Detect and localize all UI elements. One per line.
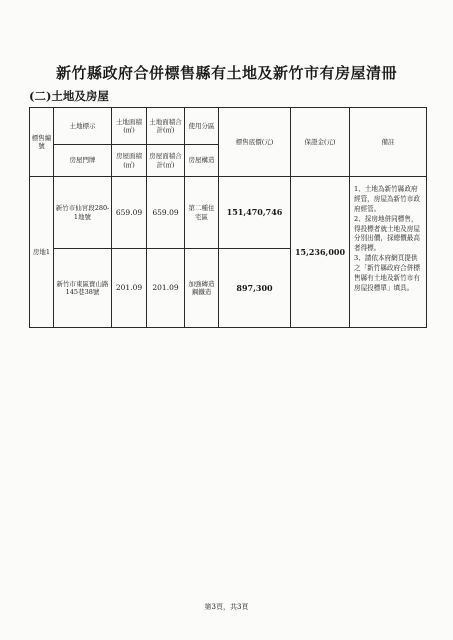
section-heading: (二)土地及房屋: [29, 89, 109, 103]
property-table: [29, 107, 427, 328]
document-title: 新竹縣政府合併標售縣有土地及新竹市有房屋清冊: [55, 64, 397, 82]
page-number: 第3頁，共3頁: [204, 603, 249, 611]
deposit-amount: 15,236,000: [291, 177, 350, 328]
header-land-total: 土地面積合計(㎡): [147, 108, 185, 145]
remark-2: 2、採房地併同標售，得投標者就土地及房屋分別出價，採總價最高者得標。: [354, 214, 420, 253]
header-deposit: 保證金(元): [291, 108, 350, 177]
header-land-label: 土地標示: [54, 108, 112, 145]
header-land-area: 土地面積(㎡): [112, 108, 147, 145]
land-floor-price: 151,470,746: [219, 177, 291, 249]
header-remarks: 備註: [350, 108, 427, 177]
house-area: 201.09: [112, 249, 147, 328]
house-total-area: 201.09: [147, 249, 185, 328]
remark-3: 3、請依本府網頁提供之「新竹縣政府合併標售縣有土地及新竹市有房屋投標單」填具。: [354, 254, 420, 292]
header-house-area: 房屋面積(㎡): [112, 145, 147, 177]
land-total-area: 659.09: [147, 177, 185, 249]
house-structure: 加強磚造鋼鐵造: [185, 249, 219, 328]
house-door: 新竹市東區寶山路145巷38號: [54, 249, 112, 328]
header-house-total: 房屋面積合計(㎡): [147, 145, 185, 177]
land-area: 659.09: [112, 177, 147, 249]
house-floor-price: 897,300: [219, 249, 291, 328]
header-zoning: 使用分區: [185, 108, 219, 145]
header-lot-no: 標售編號: [30, 108, 54, 177]
remarks-cell: [350, 177, 427, 328]
remark-1: 1、土地為新竹縣政府經管，房屋為新竹市政府經管。: [354, 185, 420, 213]
header-structure: 房屋構造: [185, 145, 219, 177]
land-zoning: 第二種住宅區: [185, 177, 219, 249]
lot-number: 房地1: [30, 177, 54, 328]
header-house-door: 房屋門牌: [54, 145, 112, 177]
header-floor-price: 標售底價(元): [219, 108, 291, 177]
land-label: 新竹市仙宮段280-1地號: [54, 177, 112, 249]
